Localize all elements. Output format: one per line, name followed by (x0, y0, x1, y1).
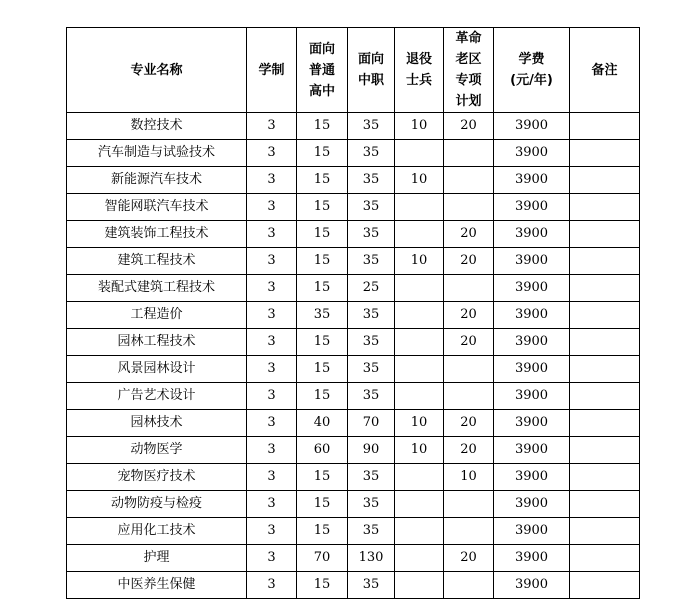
cell-veterans (395, 518, 444, 545)
cell-veterans (395, 572, 444, 599)
cell-vocational: 35 (348, 464, 395, 491)
cell-general-highschool: 15 (297, 329, 348, 356)
cell-tuition: 3900 (494, 167, 570, 194)
cell-remarks (570, 113, 640, 140)
cell-major-name: 动物防疫与检疫 (67, 491, 247, 518)
cell-duration: 3 (247, 491, 297, 518)
cell-general-highschool: 35 (297, 302, 348, 329)
table-row (67, 302, 640, 329)
cell-veterans (395, 545, 444, 572)
cell-tuition: 3900 (494, 545, 570, 572)
cell-vocational: 35 (348, 113, 395, 140)
cell-general-highschool: 15 (297, 491, 348, 518)
cell-tuition: 3900 (494, 437, 570, 464)
cell-major-name: 动物医学 (67, 437, 247, 464)
cell-major-name: 广告艺术设计 (67, 383, 247, 410)
table-row (67, 518, 640, 545)
cell-tuition: 3900 (494, 491, 570, 518)
cell-major-name: 宠物医疗技术 (67, 464, 247, 491)
cell-vocational: 35 (348, 194, 395, 221)
header-line: 普通 (308, 62, 335, 78)
cell-duration: 3 (247, 545, 297, 572)
cell-remarks (570, 491, 640, 518)
header-remarks (570, 28, 640, 113)
cell-remarks (570, 275, 640, 302)
cell-duration: 3 (247, 464, 297, 491)
cell-vocational: 35 (348, 329, 395, 356)
table-row (67, 410, 640, 437)
cell-tuition: 3900 (494, 383, 570, 410)
cell-duration: 3 (247, 383, 297, 410)
header-line: 专业名称 (130, 62, 183, 78)
cell-major-name: 园林工程技术 (67, 329, 247, 356)
cell-remarks (570, 221, 640, 248)
table-row (67, 275, 640, 302)
cell-general-highschool: 15 (297, 464, 348, 491)
cell-tuition: 3900 (494, 356, 570, 383)
cell-vocational: 35 (348, 383, 395, 410)
table-row (67, 167, 640, 194)
cell-veterans (395, 275, 444, 302)
cell-remarks (570, 356, 640, 383)
table-row (67, 329, 640, 356)
cell-vocational: 25 (348, 275, 395, 302)
cell-duration: 3 (247, 221, 297, 248)
cell-old-revolutionary-area: 20 (444, 437, 494, 464)
cell-duration: 3 (247, 275, 297, 302)
cell-duration: 3 (247, 518, 297, 545)
cell-remarks (570, 383, 640, 410)
cell-duration: 3 (247, 329, 297, 356)
cell-general-highschool: 15 (297, 572, 348, 599)
cell-duration: 3 (247, 437, 297, 464)
cell-major-name: 中医养生保健 (67, 572, 247, 599)
cell-tuition: 3900 (494, 410, 570, 437)
table-row (67, 437, 640, 464)
cell-general-highschool: 15 (297, 356, 348, 383)
cell-old-revolutionary-area: 20 (444, 545, 494, 572)
cell-general-highschool: 15 (297, 167, 348, 194)
cell-duration: 3 (247, 167, 297, 194)
header-line: 面向 (357, 52, 384, 67)
cell-old-revolutionary-area (444, 356, 494, 383)
table-row (67, 140, 640, 167)
header-general-highschool (297, 28, 348, 113)
cell-vocational: 70 (348, 410, 395, 437)
cell-tuition: 3900 (494, 275, 570, 302)
cell-duration: 3 (247, 194, 297, 221)
header-old-revolutionary-area (444, 28, 494, 113)
cell-vocational: 35 (348, 518, 395, 545)
enrollment-plan-table (66, 27, 640, 599)
cell-vocational: 35 (348, 221, 395, 248)
cell-remarks (570, 194, 640, 221)
cell-general-highschool: 15 (297, 140, 348, 167)
cell-remarks (570, 410, 640, 437)
cell-general-highschool: 15 (297, 113, 348, 140)
header-line: 面向 (308, 41, 335, 57)
cell-duration: 3 (247, 410, 297, 437)
cell-old-revolutionary-area: 10 (444, 464, 494, 491)
header-line: 高中 (308, 83, 335, 99)
header-line: 备注 (591, 62, 618, 78)
cell-major-name: 数控技术 (67, 113, 247, 140)
header-major-name (67, 28, 247, 113)
cell-veterans (395, 221, 444, 248)
cell-veterans: 10 (395, 113, 444, 140)
cell-veterans (395, 491, 444, 518)
header-line: 中职 (357, 73, 384, 88)
cell-tuition: 3900 (494, 518, 570, 545)
cell-general-highschool: 15 (297, 275, 348, 302)
table-row (67, 572, 640, 599)
cell-duration: 3 (247, 140, 297, 167)
table-row (67, 356, 640, 383)
cell-old-revolutionary-area (444, 140, 494, 167)
cell-veterans: 10 (395, 248, 444, 275)
cell-vocational: 35 (348, 140, 395, 167)
cell-major-name: 建筑工程技术 (67, 248, 247, 275)
cell-vocational: 90 (348, 437, 395, 464)
cell-remarks (570, 248, 640, 275)
cell-tuition: 3900 (494, 464, 570, 491)
header-duration (247, 28, 297, 113)
cell-veterans (395, 383, 444, 410)
header-veterans (395, 28, 444, 113)
cell-duration: 3 (247, 113, 297, 140)
cell-general-highschool: 40 (297, 410, 348, 437)
enrollment-table-container (66, 27, 640, 599)
cell-vocational: 35 (348, 572, 395, 599)
cell-old-revolutionary-area (444, 167, 494, 194)
cell-tuition: 3900 (494, 113, 570, 140)
table-row (67, 248, 640, 275)
header-vocational (348, 28, 395, 113)
cell-general-highschool: 15 (297, 383, 348, 410)
cell-remarks (570, 302, 640, 329)
cell-vocational: 35 (348, 167, 395, 194)
cell-major-name: 风景园林设计 (67, 356, 247, 383)
cell-tuition: 3900 (494, 221, 570, 248)
table-row (67, 491, 640, 518)
table-row (67, 464, 640, 491)
cell-remarks (570, 572, 640, 599)
cell-vocational: 35 (348, 248, 395, 275)
header-line: 专项 (455, 73, 482, 88)
cell-duration: 3 (247, 572, 297, 599)
header-line: 老区 (455, 52, 482, 67)
cell-old-revolutionary-area (444, 518, 494, 545)
cell-remarks (570, 518, 640, 545)
cell-old-revolutionary-area (444, 383, 494, 410)
cell-veterans (395, 329, 444, 356)
cell-duration: 3 (247, 248, 297, 275)
cell-tuition: 3900 (494, 329, 570, 356)
table-row (67, 113, 640, 140)
cell-old-revolutionary-area: 20 (444, 302, 494, 329)
cell-remarks (570, 140, 640, 167)
cell-major-name: 装配式建筑工程技术 (67, 275, 247, 302)
cell-tuition: 3900 (494, 248, 570, 275)
header-line: (元/年) (510, 73, 553, 88)
cell-major-name: 工程造价 (67, 302, 247, 329)
table-row (67, 194, 640, 221)
header-line: 计划 (455, 94, 482, 109)
cell-major-name: 园林技术 (67, 410, 247, 437)
cell-veterans (395, 194, 444, 221)
cell-major-name: 建筑装饰工程技术 (67, 221, 247, 248)
table-row (67, 545, 640, 572)
table-row (67, 221, 640, 248)
cell-veterans (395, 302, 444, 329)
cell-major-name: 新能源汽车技术 (67, 167, 247, 194)
cell-remarks (570, 167, 640, 194)
cell-general-highschool: 60 (297, 437, 348, 464)
table-row (67, 383, 640, 410)
cell-old-revolutionary-area: 20 (444, 248, 494, 275)
cell-remarks (570, 545, 640, 572)
cell-tuition: 3900 (494, 140, 570, 167)
cell-duration: 3 (247, 302, 297, 329)
cell-vocational: 35 (348, 302, 395, 329)
cell-major-name: 智能网联汽车技术 (67, 194, 247, 221)
cell-old-revolutionary-area (444, 491, 494, 518)
cell-general-highschool: 15 (297, 194, 348, 221)
cell-remarks (570, 437, 640, 464)
header-line: 革命 (455, 31, 482, 46)
header-line: 士兵 (405, 73, 432, 88)
cell-general-highschool: 15 (297, 248, 348, 275)
cell-old-revolutionary-area (444, 275, 494, 302)
cell-remarks (570, 329, 640, 356)
header-tuition (494, 28, 570, 113)
cell-major-name: 应用化工技术 (67, 518, 247, 545)
cell-veterans: 10 (395, 410, 444, 437)
cell-tuition: 3900 (494, 302, 570, 329)
cell-old-revolutionary-area: 20 (444, 221, 494, 248)
cell-remarks (570, 464, 640, 491)
cell-tuition: 3900 (494, 194, 570, 221)
cell-vocational: 35 (348, 356, 395, 383)
cell-vocational: 35 (348, 491, 395, 518)
header-line: 退役 (405, 52, 432, 67)
cell-duration: 3 (247, 356, 297, 383)
cell-veterans: 10 (395, 437, 444, 464)
cell-vocational: 130 (348, 545, 395, 572)
cell-veterans: 10 (395, 167, 444, 194)
cell-veterans (395, 140, 444, 167)
cell-old-revolutionary-area: 20 (444, 113, 494, 140)
cell-major-name: 汽车制造与试验技术 (67, 140, 247, 167)
header-line: 学制 (258, 62, 285, 78)
cell-old-revolutionary-area (444, 572, 494, 599)
table-body (67, 113, 640, 599)
cell-old-revolutionary-area: 20 (444, 410, 494, 437)
table-header-row (67, 28, 640, 113)
cell-old-revolutionary-area (444, 194, 494, 221)
header-line: 学费 (518, 52, 545, 67)
cell-veterans (395, 356, 444, 383)
cell-tuition: 3900 (494, 572, 570, 599)
cell-major-name: 护理 (67, 545, 247, 572)
cell-general-highschool: 15 (297, 518, 348, 545)
cell-general-highschool: 15 (297, 221, 348, 248)
cell-veterans (395, 464, 444, 491)
cell-old-revolutionary-area: 20 (444, 329, 494, 356)
cell-general-highschool: 70 (297, 545, 348, 572)
